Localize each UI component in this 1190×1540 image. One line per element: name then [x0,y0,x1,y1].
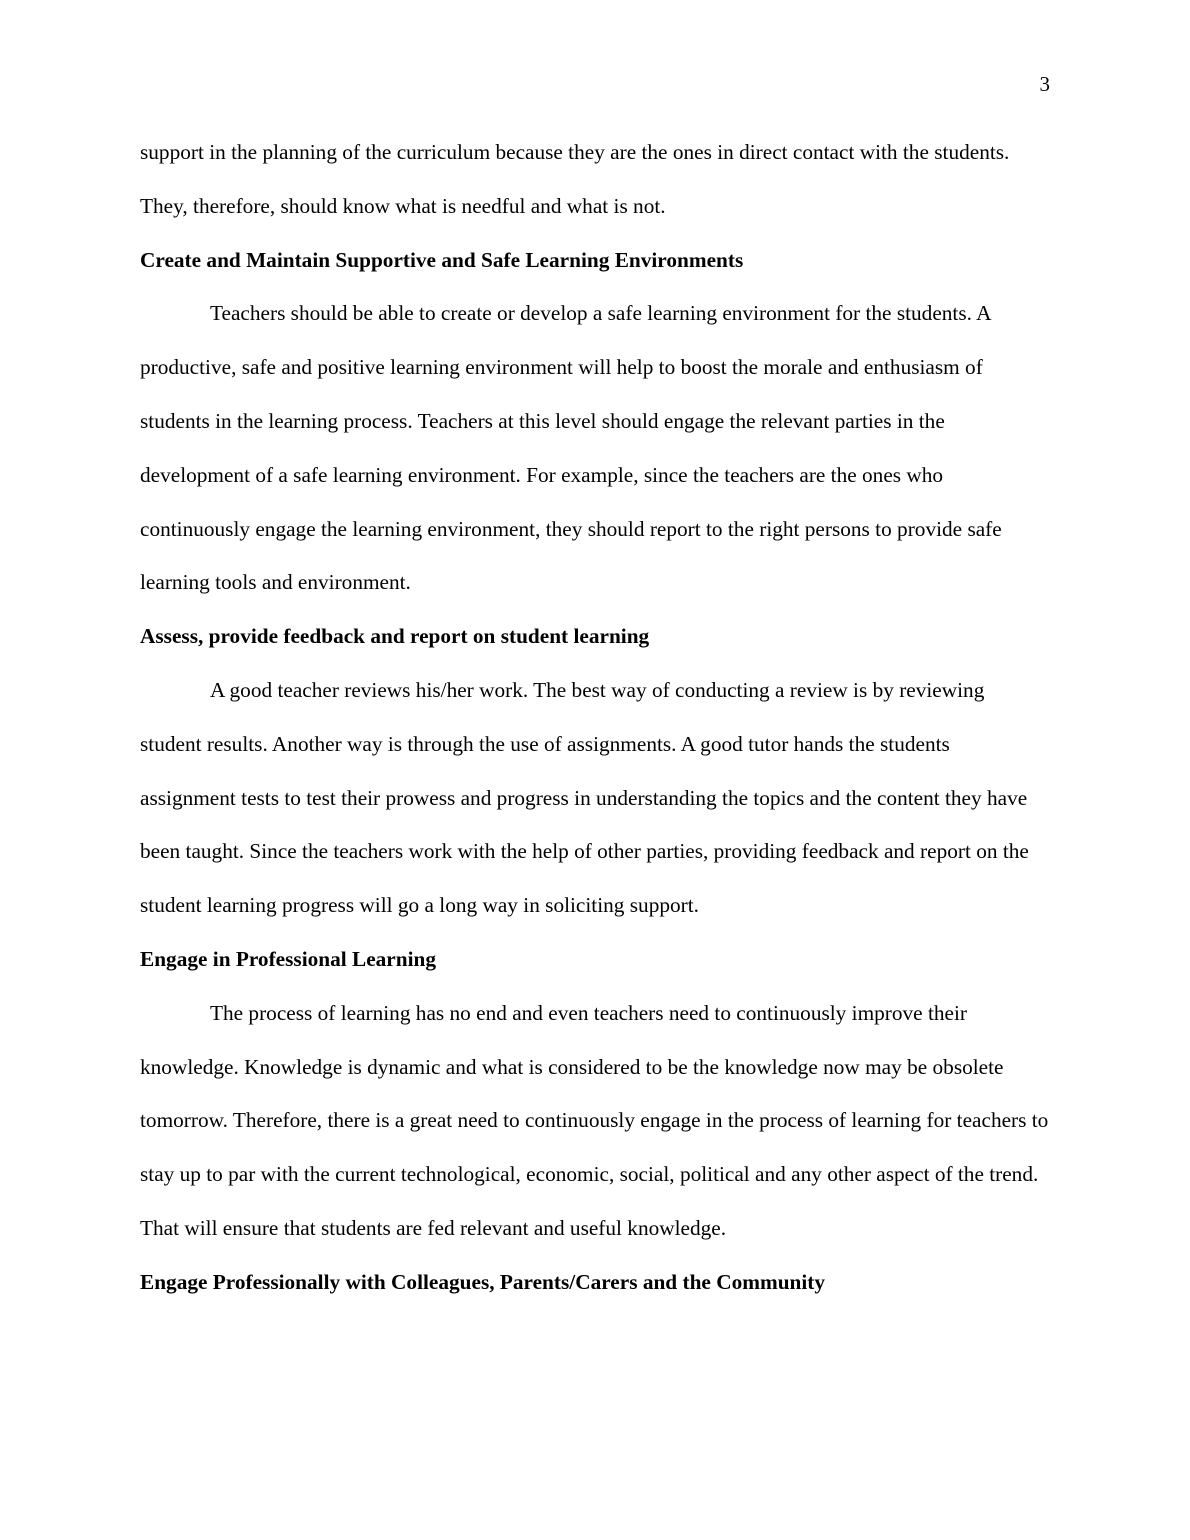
paragraph-continued: support in the planning of the curriculum because they are the ones in direct contact with the students. They, therefore, should know what is needful and what is not. [140,140,1010,218]
heading-safe-learning-environments: Create and Maintain Supportive and Safe Learning Environments [140,247,744,272]
page-number: 3 [1039,72,1050,96]
paragraph-assess-feedback-report: A good teacher reviews his/her work. The best way of conducting a review is by reviewing student results. Another way is through the use of assignments. A good tutor hands the students assignment tests to test their prowess and progress in understanding the topics and the content they have been taught. Since the teachers work with the help of other parties, providing feedback and report on the student learning progress will go a long way in soliciting support. [140,677,1029,918]
heading-engage-professionally: Engage Professionally with Colleagues, Parents/Carers and the Community [140,1269,826,1294]
paragraph-professional-learning: The process of learning has no end and even teachers need to continuously improve their knowledge. Knowledge is dynamic and what is considered to be the knowledge now may be obsolete tomorrow. Therefore, there is a great need to continuously engage in the process of learning for teachers to stay up to par with the current technological, economic, social, political and any other aspect of the trend. That will ensure that students are fed relevant and useful knowledge. [140,1000,1049,1240]
heading-professional-learning: Engage in Professional Learning [140,946,437,971]
document-body [140,126,1050,1310]
heading-assess-feedback-report: Assess, provide feedback and report on student learning [140,624,650,649]
paragraph-safe-learning-environments: Teachers should be able to create or develop a safe learning environment for the students. A productive, safe and positive learning environment will help to boost the morale and enthusiasm of students in the learning process. Teachers at this level should engage the relevant parties in the development of a safe learning environment. For example, since the teachers are the ones who continuously engage the learning environment, they should report to the right persons to provide safe learning tools and environment. [140,301,1002,595]
